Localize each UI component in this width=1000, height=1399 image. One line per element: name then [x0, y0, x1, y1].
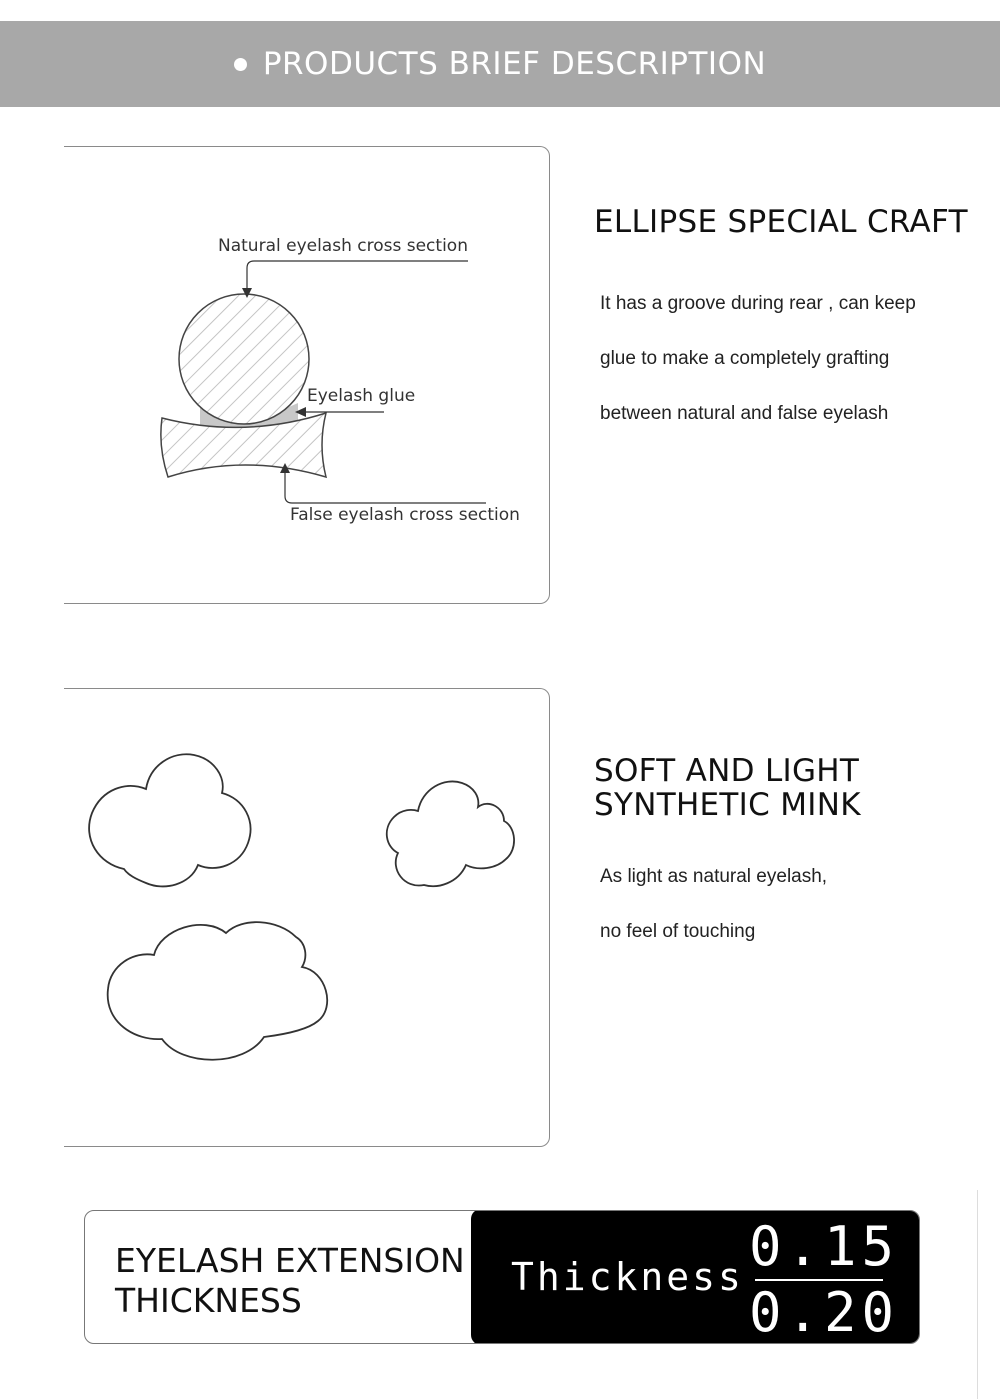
section1-line-1: It has a groove during rear , can keep [600, 293, 916, 314]
section2-title-2: SYNTHETIC MINK [594, 787, 861, 823]
thickness-box [84, 1210, 920, 1344]
header-title: PRODUCTS BRIEF DESCRIPTION [262, 46, 767, 82]
cloud-right [387, 781, 514, 886]
thickness-value-top: 0.15 [749, 1215, 900, 1278]
section2-title-1: SOFT AND LIGHT [594, 753, 860, 789]
bullet-icon [234, 58, 247, 71]
false-eyelash-label: False eyelash cross section [290, 505, 520, 525]
section1-line-2: glue to make a completely grafting [600, 348, 890, 369]
section2-line-2: no feel of touching [600, 921, 756, 942]
natural-eyelash-shape [179, 294, 309, 424]
thickness-heading-1: EYELASH EXTENSION [115, 1241, 465, 1280]
thickness-label: Thickness [511, 1255, 744, 1299]
clouds-illustration [64, 689, 550, 1148]
cross-section-diagram [64, 147, 550, 605]
thickness-panel [471, 1210, 920, 1344]
section2-line-1: As light as natural eyelash, [600, 866, 828, 887]
cross-section-panel [64, 146, 550, 604]
thickness-heading-2: THICKNESS [115, 1281, 302, 1320]
thickness-value-bottom: 0.20 [749, 1281, 900, 1344]
eyelash-glue-label: Eyelash glue [307, 386, 416, 406]
section1-title: ELLIPSE SPECIAL CRAFT [594, 204, 968, 240]
natural-eyelash-label: Natural eyelash cross section [218, 236, 468, 256]
clouds-panel [64, 688, 550, 1147]
cloud-bottom [108, 922, 328, 1060]
edge-divider [977, 1190, 978, 1399]
thickness-heading [115, 1241, 465, 1321]
cloud-left [89, 754, 250, 886]
section1-line-3: between natural and false eyelash [600, 403, 889, 424]
section-header [0, 21, 1000, 107]
